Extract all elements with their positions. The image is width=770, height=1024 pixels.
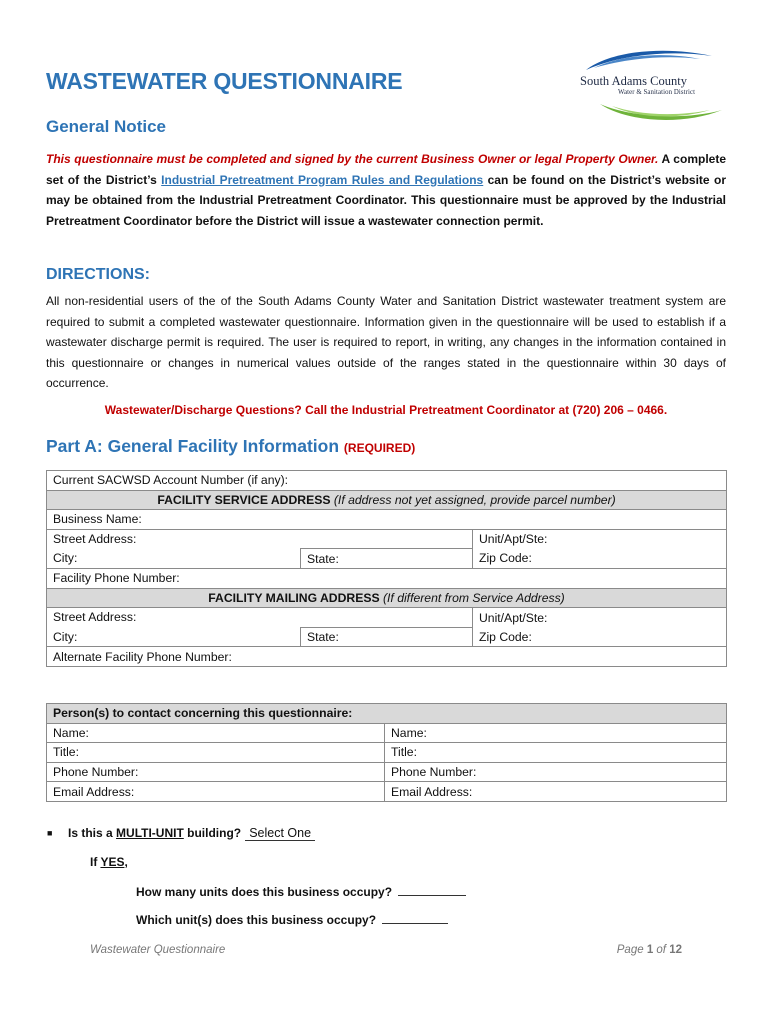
if-yes-term: YES	[100, 855, 125, 869]
which-units-label: Which unit(s) does this business occupy?	[136, 913, 377, 927]
zip-field[interactable]: Zip Code:	[473, 549, 727, 569]
units-occupied-label: How many units does this business occupy?	[136, 885, 393, 899]
contact-persons-table	[46, 703, 727, 802]
mailing-address-note: (If different from Service Address)	[382, 590, 565, 605]
state-field[interactable]: State:	[301, 549, 473, 569]
multi-unit-suffix: building?	[183, 826, 242, 840]
multi-unit-question	[68, 826, 315, 841]
mailing-address-title: FACILITY MAILING ADDRESS	[208, 590, 380, 605]
city-field[interactable]: City:	[47, 549, 301, 569]
page-of: of	[653, 944, 670, 956]
mailing-city-field[interactable]: City:	[47, 627, 301, 647]
contact1-title-field[interactable]: Title:	[47, 743, 385, 763]
page-current: 1	[646, 944, 654, 956]
logo-text-line1: South Adams County	[580, 74, 687, 88]
multi-unit-prefix: Is this a	[68, 826, 117, 840]
service-address-header	[47, 490, 727, 510]
mailing-zip-field[interactable]: Zip Code:	[473, 627, 727, 647]
mailing-state-field[interactable]: State:	[301, 627, 473, 647]
contact1-name-field[interactable]: Name:	[47, 723, 385, 743]
notice-text-part2: can be found on the District’s website or may be obtained from the Industrial Pretreatment Coordinator. This questionnaire must be approved by the Industrial Pretreatment Coordinator before the District will issue a wastewater connection permit.	[46, 172, 726, 228]
facility-phone-field[interactable]: Facility Phone Number:	[47, 568, 727, 588]
contact-table-header: Person(s) to contact concerning this questionnaire:	[47, 704, 727, 724]
if-yes-label	[90, 855, 128, 869]
multi-unit-term: MULTI-UNIT	[116, 826, 184, 840]
mailing-street-field[interactable]: Street Address:	[47, 608, 473, 628]
document-title: WASTEWATER QUESTIONNAIRE	[46, 68, 403, 94]
units-occupied-input[interactable]	[398, 883, 466, 896]
mailing-address-header	[47, 588, 727, 608]
rules-regulations-link[interactable]: Industrial Pretreatment Program Rules and Regulations	[161, 172, 484, 187]
account-number-field[interactable]: Current SACWSD Account Number (if any):	[47, 471, 727, 491]
facility-info-table	[46, 470, 727, 667]
district-logo	[572, 46, 732, 130]
general-notice-paragraph	[46, 149, 726, 231]
mailing-unit-field[interactable]: Unit/Apt/Ste:	[473, 608, 727, 628]
directions-heading: DIRECTIONS:	[46, 266, 150, 283]
multi-unit-select[interactable]: Select One	[245, 826, 315, 841]
street-address-field[interactable]: Street Address:	[47, 529, 473, 549]
bullet-icon: ■	[47, 828, 53, 838]
part-a-title: Part A: General Facility Information	[46, 436, 340, 456]
contact2-title-field[interactable]: Title:	[385, 743, 727, 763]
logo-text-line2: Water & Sanitation District	[618, 89, 696, 96]
footer-page-number	[617, 944, 682, 956]
notice-warning-text: This questionnaire must be completed and signed by the current Business Owner or legal Property Owner.	[46, 152, 659, 166]
which-units-input[interactable]	[382, 911, 448, 924]
contact1-email-field[interactable]: Email Address:	[47, 782, 385, 802]
which-units-question	[136, 911, 448, 927]
page-label: Page	[616, 944, 647, 956]
required-label: (REQUIRED)	[343, 441, 416, 455]
unit-field[interactable]: Unit/Apt/Ste:	[473, 529, 727, 549]
if-yes-prefix: If	[90, 855, 101, 869]
contact2-name-field[interactable]: Name:	[385, 723, 727, 743]
contact2-phone-field[interactable]: Phone Number:	[385, 762, 727, 782]
alternate-phone-field[interactable]: Alternate Facility Phone Number:	[47, 647, 727, 667]
page-total: 12	[669, 944, 682, 956]
units-occupied-question	[136, 883, 466, 899]
notice-text-part1: A complete set of the District’s	[46, 152, 726, 187]
business-name-field[interactable]: Business Name:	[47, 510, 727, 530]
contact2-email-field[interactable]: Email Address:	[385, 782, 727, 802]
contact1-phone-field[interactable]: Phone Number:	[47, 762, 385, 782]
if-yes-suffix: ,	[124, 855, 128, 869]
service-address-title: FACILITY SERVICE ADDRESS	[157, 492, 331, 507]
service-address-note: (If address not yet assigned, provide parcel number)	[333, 492, 616, 507]
general-notice-heading: General Notice	[46, 117, 166, 136]
coordinator-contact-line: Wastewater/Discharge Questions? Call the Industrial Pretreatment Coordinator at (720) 206 – 0466.	[104, 403, 668, 417]
part-a-heading	[46, 436, 415, 457]
footer-document-name: Wastewater Questionnaire	[90, 944, 226, 956]
directions-paragraph: All non-residential users of the of the South Adams County Water and Sanitation District wastewater treatment system are required to submit a completed wastewater questionnaire. Information given in the questionnaire will be used to establish if a wastewater discharge permit is required. The user is required to report, in writing, any changes in the information contained in this questionnaire or changes in numerical values outside of the ranges stated in the questionnaire within 30 days of occurrence.	[46, 294, 726, 390]
